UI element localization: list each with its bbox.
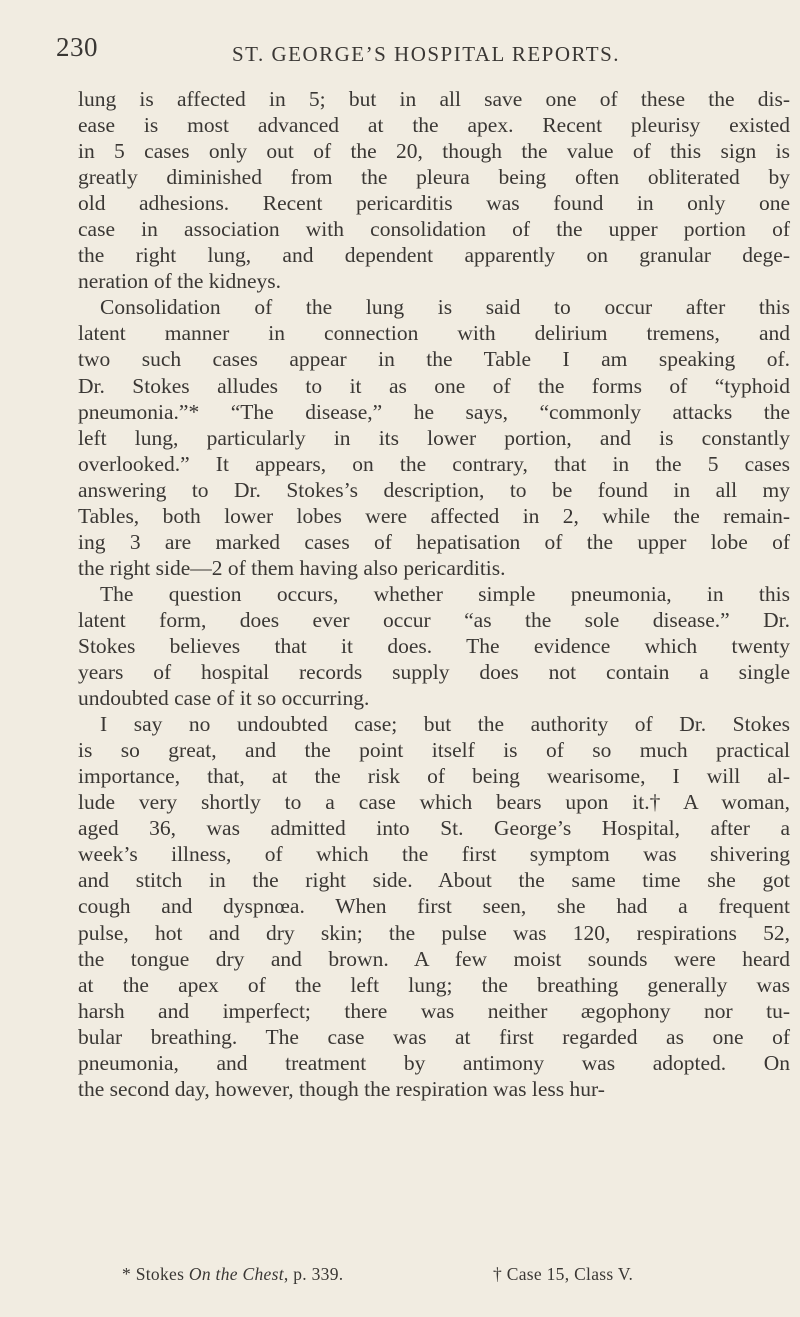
text-line: and stitch in the right side. About the same time she got [78,868,790,893]
footnotes [122,1264,782,1288]
text-line: left lung, particularly in its lower portion, and is constantly [78,425,790,450]
body-text [78,86,790,1102]
text-line: ing 3 are marked cases of hepatisation of the upper lobe of [78,529,790,554]
text-line: two such cases appear in the Table I am speaking of. [78,347,790,372]
text-line: overlooked.” It appears, on the contrary, that in the 5 cases [78,451,790,476]
text-line: The question occurs, whether simple pneumonia, in this [100,581,790,606]
text-line: Tables, both lower lobes were affected in 2, while the remain- [78,503,790,528]
text-line: latent form, does ever occur “as the sole disease.” Dr. [78,607,790,632]
text-line: Consolidation of the lung is said to occur after this [100,295,790,320]
running-head: ST. GEORGE’S HOSPITAL REPORTS. [232,42,621,66]
text-line: in 5 cases only out of the 20, though the value of this sign is [78,139,790,164]
text-line: importance, that, at the risk of being wearisome, I will al- [78,764,790,789]
text-line: greatly diminished from the pleura being often obliterated by [78,165,790,190]
page-header [0,32,800,72]
text-line: pulse, hot and dry skin; the pulse was 120, respirations 52, [78,920,790,945]
text-line: pneumonia, and treatment by antimony was adopted. On [78,1050,790,1075]
text-line: the right lung, and dependent apparently on granular dege- [78,243,790,268]
text-line: at the apex of the left lung; the breathing generally was [78,972,790,997]
text-line: neration of the kidneys. [78,269,282,294]
text-line: harsh and imperfect; there was neither ægophony nor tu- [78,998,790,1023]
text-line: is so great, and the point itself is of so much practical [78,738,790,763]
text-line: the right side—2 of them having also pericarditis. [78,555,506,580]
text-line: case in association with consolidation of the upper portion of [78,217,790,242]
footnote-case: † Case 15, Class V. [493,1264,634,1284]
text-line: cough and dyspnœa. When first seen, she had a frequent [78,894,790,919]
text-line: undoubted case of it so occurring. [78,686,370,711]
text-line: answering to Dr. Stokes’s description, to be found in all my [78,477,790,502]
footnote-stokes-suffix: , p. 339. [283,1264,344,1284]
text-line: I say no undoubted case; but the authority of Dr. Stokes [100,712,790,737]
text-line: aged 36, was admitted into St. George’s Hospital, after a [78,816,790,841]
text-line: pneumonia.”* “The disease,” he says, “commonly attacks the [78,399,790,424]
text-line: bular breathing. The case was at first regarded as one of [78,1024,790,1049]
text-line: the tongue dry and brown. A few moist sounds were heard [78,946,790,971]
footnote-stokes-prefix: * Stokes [122,1264,189,1284]
text-line: Dr. Stokes alludes to it as one of the forms of “typhoid [78,373,790,398]
footnote-stokes [122,1264,343,1285]
text-line: years of hospital records supply does not contain a single [78,660,790,685]
text-line: week’s illness, of which the first symptom was shivering [78,842,790,867]
footnote-stokes-title: On the Chest [188,1264,284,1284]
text-line: lung is affected in 5; but in all save one of these the dis- [78,87,790,111]
text-line: ease is most advanced at the apex. Recent pleurisy existed [78,113,790,138]
text-line: the second day, however, though the respiration was less hur- [78,1076,605,1101]
text-line: Stokes believes that it does. The evidence which twenty [78,633,790,658]
page-number: 230 [56,32,98,62]
text-line: lude very shortly to a case which bears upon it.† A woman, [78,790,790,815]
text-line: old adhesions. Recent pericarditis was found in only one [78,191,790,216]
text-line: latent manner in connection with delirium tremens, and [78,321,790,346]
